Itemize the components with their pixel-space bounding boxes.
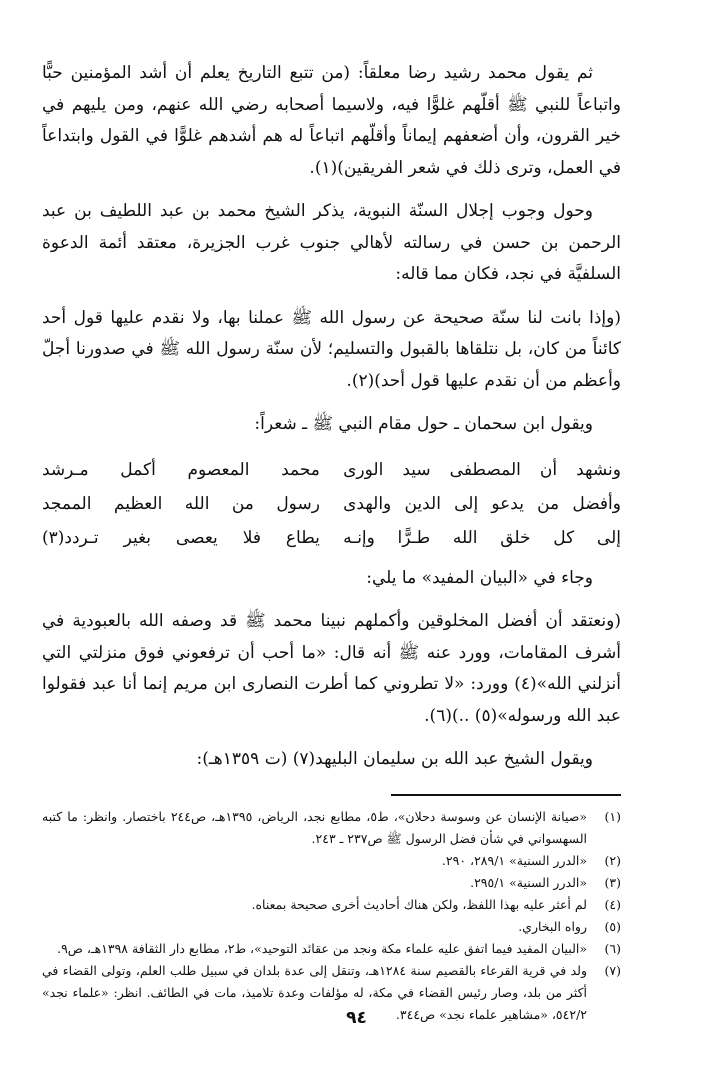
footnote-divider xyxy=(391,794,621,796)
paragraph-ibn-sahman-intro: ويقول ابن سحمان ـ حول مقام النبي ﷺ ـ شعراً: xyxy=(254,414,593,434)
paragraph-bayan-intro: وجاء في «البيان المفيد» ما يلي: xyxy=(366,567,593,588)
poem-hemistich: يطاع فلا يعصى بغير تـردد(٣) xyxy=(42,527,320,548)
footnote-number: (٤) xyxy=(604,896,621,912)
poem-verse xyxy=(42,521,621,555)
poem-verse xyxy=(42,453,621,487)
paragraph-sunnah-reverence: وحول وجوب إجلال السنّة النبوية، يذكر الشيخ محمد بن عبد اللطيف بن عبد الرحمن بن حسن في رسالته لأهالي جنوب غرب الجزيرة، معتقد أئمة الدعوة السلفيَّة في نجد، فكان مما قاله: xyxy=(42,201,621,284)
footnote-number: (٣) xyxy=(604,874,621,890)
footnote-text: «البيان المفيد فيما اتفق عليه علماء مكة ونجد من عقائد التوحيد»، ط٢، مطابع دار الثقافة ١٣٩٨هـ، ص٩. xyxy=(57,940,587,956)
footnote xyxy=(42,894,621,916)
poem-hemistich: وأفضل من يدعو إلى الدين والهدى xyxy=(343,493,621,514)
paragraph-rashid-rida: ثم يقول محمد رشيد رضا معلقاً: (من تتبع التاريخ يعلم أن أشد المؤمنين حبًّا واتباعاً للنبي ﷺ أقلّهم غلوًّا فيه، ولاسيما أصحابه رضي الله عنهم، ومن يليهم في خير القرون، وأن أضعفهم إيماناً وأقلّهم اتباعاً له هم أشدهم غلوًّا في القول وابتداعاً في العمل، وترى ذلك في شعر الفريقين)(١). xyxy=(42,63,621,178)
footnote xyxy=(42,872,621,894)
footnote-text: «صيانة الإنسان عن وسوسة دحلان»، ط٥، مطابع نجد، الرياض، ١٣٩٥هـ، ص٢٤٤ باختصار. وانظر: ما كتبه السهسواني في شأن فضل الرسول ﷺ ص٢٣٧ ـ ٢٤٣. xyxy=(42,808,588,846)
poem xyxy=(42,453,621,555)
footnote xyxy=(42,916,621,938)
footnote-number: (٧) xyxy=(604,962,621,978)
footnote-text: «الدرر السنية» ٢٩٥/١. xyxy=(470,874,587,890)
footnote-text: رواه البخاري. xyxy=(518,918,587,934)
poem-hemistich: إلى كل خلق الله طـرًّا وإنـه xyxy=(343,527,621,548)
footnote xyxy=(42,806,621,850)
footnote-text: «الدرر السنية» ٢٨٩/١، ٢٩٠. xyxy=(441,852,587,868)
footnote xyxy=(42,938,621,960)
footnotes xyxy=(42,806,621,1026)
footnote-number: (٢) xyxy=(604,852,621,868)
poem-hemistich: محمد المعصوم أكمل مـرشد xyxy=(42,459,320,480)
paragraph-bayan-quote: (ونعتقد أن أفضل المخلوقين وأكملهم نبينا محمد ﷺ قد وصفه الله بالعبودية في أشرف المقامات، وورد عنه ﷺ أنه قال: «ما أحب أن ترفعوني فوق منزلتي التي أنزلني الله»(٤) وورد: «لا تطروني كما أطرت النصارى ابن مريم إنما أنا عبد فقولوا عبد الله ورسوله»(٥) ..)(٦). xyxy=(42,611,621,726)
footnote xyxy=(42,850,621,872)
footnote-text: ولد في قرية القرعاء بالقصيم سنة ١٢٨٤هـ، وتنقل إلى عدة بلدان في سبيل طلب العلم، وتولى القضاء في أكثر من بلد، وصار رئيس القضاء في مكة، له مؤلفات وعدة تلاميذ، مات في الطائف. انظر: «علماء نجد» ٥٤٢/٢، «مشاهير علماء نجد» ص٣٤٤. xyxy=(42,962,588,1022)
poem-hemistich: ونشهد أن المصطفى سيد الورى xyxy=(343,459,621,480)
paragraph-bulayhid-intro: ويقول الشيخ عبد الله بن سليمان البليهد(٧) (ت ١٣٥٩هـ): xyxy=(196,749,593,769)
paragraph-quote-sunnah: (وإذا بانت لنا سنّة صحيحة عن رسول الله ﷺ عملنا بها، ولا نقدم عليها قول أحد كائناً من كان، بل نتلقاها بالقبول والتسليم؛ لأن سنّة رسول الله ﷺ في صدورنا أجلّ وأعظم من أن نقدم عليها قول أحد)(٢). xyxy=(42,307,621,391)
page-content xyxy=(42,58,621,1026)
page-number: ٩٤ xyxy=(346,1008,367,1028)
footnote-number: (١) xyxy=(604,808,621,824)
poem-hemistich: رسول من الله العظيم الممجد xyxy=(42,493,320,514)
footnote-number: (٦) xyxy=(604,940,621,956)
footnote-text: لم أعثر عليه بهذا اللفظ، ولكن هناك أحاديث أخرى صحيحة بمعناه. xyxy=(251,896,587,912)
poem-verse xyxy=(42,487,621,521)
footnote-number: (٥) xyxy=(604,918,621,934)
